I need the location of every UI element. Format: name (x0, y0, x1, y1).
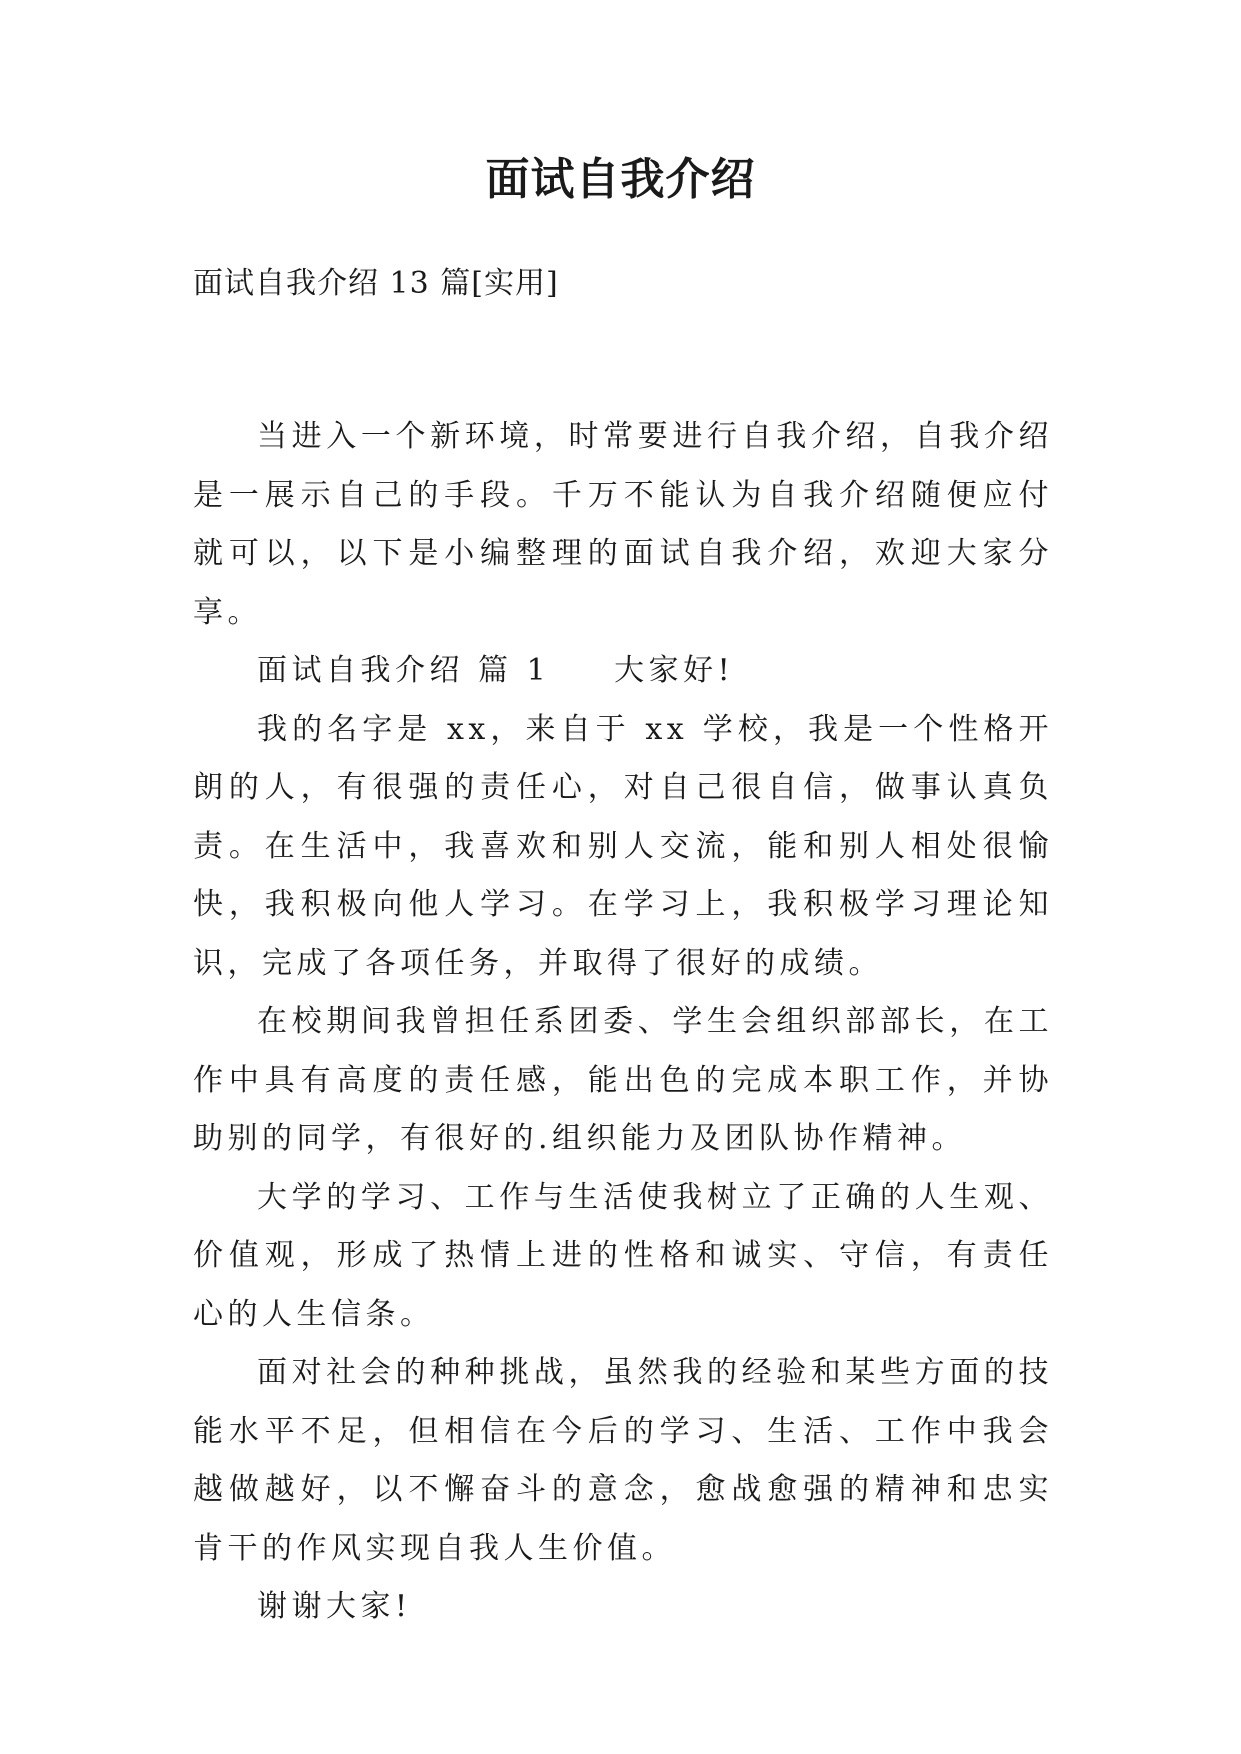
greeting: 大家好! (614, 653, 735, 688)
document-subtitle: 面试自我介绍 13 篇[实用] (193, 266, 559, 301)
body-paragraph: 我的名字是 xx，来自于 xx 学校，我是一个性格开朗的人，有很强的责任心，对自己很自信，做事认真负责。在生活中，我喜欢和别人交流，能和别人相处很愉快，我积极向他人学习。在学习上，我积极学习理论知识，完成了各项任务，并取得了很好的成绩。 (193, 711, 1053, 981)
document-title: 面试自我介绍 (485, 154, 756, 205)
body-paragraph: 在校期间我曾担任系团委、学生会组织部部长，在工作中具有高度的责任感，能出色的完成本职工作，并协助别的同学，有很好的.组织能力及团队协作精神。 (193, 1004, 1053, 1156)
body-paragraph: 面对社会的种种挑战，虽然我的经验和某些方面的技能水平不足，但相信在今后的学习、生活、工作中我会越做越好，以不懈奋斗的意念，愈战愈强的精神和忠实肯干的作风实现自我人生价值。 (193, 1355, 1053, 1566)
closing-paragraph: 谢谢大家! (257, 1589, 412, 1624)
body-paragraph: 大学的学习、工作与生活使我树立了正确的人生观、价值观，形成了热情上进的性格和诚实、守信，有责任心的人生信条。 (193, 1179, 1053, 1332)
document-body (193, 408, 1053, 1637)
section-heading: 面试自我介绍 篇 1 (257, 653, 551, 688)
intro-paragraph: 当进入一个新环境，时常要进行自我介绍，自我介绍是一展示自己的手段。千万不能认为自我介绍随便应付就可以，以下是小编整理的面试自我介绍，欢迎大家分享。 (193, 419, 1053, 630)
section-heading-line (193, 642, 1053, 701)
